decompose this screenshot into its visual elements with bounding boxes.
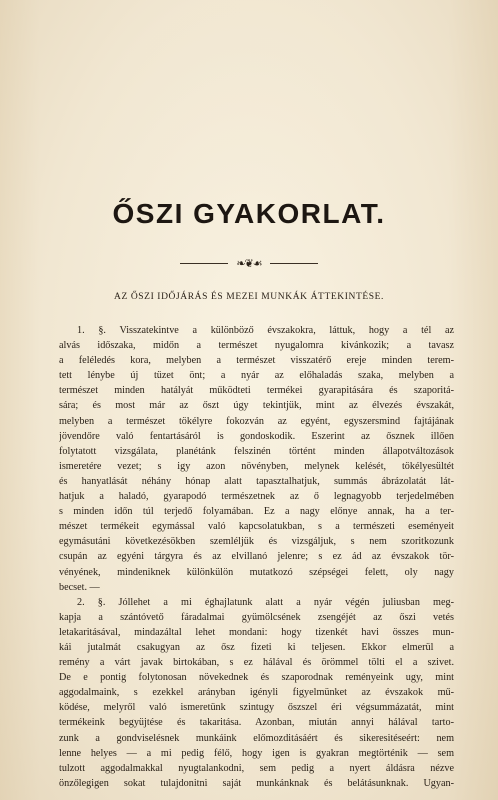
text-line: sára; és most már az őszt úgy tekintjük, mint az élvezés évszakát,	[59, 400, 454, 412]
text-line: remény a várt javak birtokában, s ez hálával és örömmel tölti el a szivet.	[59, 657, 454, 669]
text-line: ködése, melyről való ismeretünk szintugy őszszel éri végsummázatát, mint	[59, 702, 454, 714]
text-line: becset. —	[59, 581, 100, 593]
text-line: ismeretére vezet; s igy azon növényben, melynek kelését, tökélyesültét	[59, 460, 454, 472]
text-line: természet minden hatályát működteti termékei gyarapitására és szaporitá-	[59, 385, 454, 397]
text-line: mészet termékeit egymással való kapcsolatukban, s a természeti eseményeit	[59, 521, 454, 533]
text-line: egymásutáni következésökben szemléljük és vizsgáljuk, s nem szoritkozunk	[59, 536, 454, 548]
text-line: tulzott aggodalmakkal nyugtalankodni, sem pedig a nyert áldásra nézve	[59, 762, 454, 774]
section-subtitle: AZ ŐSZI IDŐJÁRÁS ÉS MEZEI MUNKÁK ÁTTEKINTÉSE.	[113, 292, 385, 302]
text-line: a feléledés kora, melyben a természet visszatérő ereje minden terem-	[59, 355, 454, 367]
text-line: jövendőre való fentartásáról is gondoskodik. Eszerint az ősznek illően	[59, 430, 454, 442]
text-line: 2. §. Jóllehet a mi éghajlatunk alatt a nyár végén juliusban meg-	[77, 596, 454, 608]
divider-line-left	[180, 263, 228, 264]
text-line: hatjuk a haladó, gyarapodó természetnek az ő legnagyobb terjedelmében	[59, 491, 454, 503]
text-line: alvás időszaka, midőn a természet nyugalomra kivánkozik; a tavasz	[59, 340, 454, 352]
text-line: melyben a természet tökélyre fokozván az egyént, egyszersmind fajtájának	[59, 415, 454, 427]
divider-line-right	[270, 263, 318, 264]
fleuron-ornament: ❧❦☙	[236, 258, 262, 270]
text-line: csupán az egyéni tárgyra és az elvillanó jelenre; s ez ád az évszakok tör-	[59, 551, 454, 563]
text-line: letakaritásával, mindazáltal lehet mondani: hogy tizenkét havi összes mun-	[59, 626, 454, 638]
text-line: s minden időn túl terjedő folyamában. Ez a nagy előnye annak, ha a ter-	[59, 506, 454, 518]
text-line: De e pontig folytonosan növekednek és szaporodnak reményeink ugy, mint	[59, 672, 454, 684]
ornamental-divider	[180, 258, 318, 270]
text-line: zunk a gondviselésnek munkáink előmozditásáért és sikeresitéseért: nem	[59, 732, 454, 744]
text-line: aggodalmaink, s ezekkel arányban igényli figyelmünket az évszakok mű-	[59, 687, 454, 699]
chapter-title: ŐSZI GYAKORLAT.	[112, 198, 386, 229]
text-line: kapja a szántóvető fáradalmai gyümölcsének zsengéjét az őszi vetés	[59, 611, 454, 623]
text-line: önzőlegigen sokat tulajdonitni saját munkánknak és belátásunknak. Ugyan-	[59, 777, 454, 789]
text-line: lenne helyes — a mi pedig félő, hogy igen is gyakran megtörténik — sem	[59, 747, 454, 759]
text-line: tett lénybe új tüzet önt; a nyár az előhaladás szaka, melyben a	[59, 370, 454, 382]
text-line: és hanyatlását néhány hónap alatt tapasztalhatjuk, summás ábrázolatát lát-	[59, 475, 454, 487]
text-line: kái jutalmát csakugyan az ősz fizeti ki teljesen. Ekkor elmerül a	[59, 641, 454, 653]
body-text	[59, 323, 454, 791]
text-line: folytatott vizsgálata, planétánk felszinén történt minden állapotváltozások	[59, 445, 454, 457]
text-line: termékeink begyüjtése és takaritása. Azonban, miután annyi hálával tarto-	[59, 717, 454, 729]
text-line: 1. §. Visszatekintve a különböző évszakokra, láttuk, hogy a tél az	[77, 325, 454, 336]
text-line: vényének, mindeniknek különkülön mutatkozó szépségei felett, oly nagy	[59, 566, 454, 578]
